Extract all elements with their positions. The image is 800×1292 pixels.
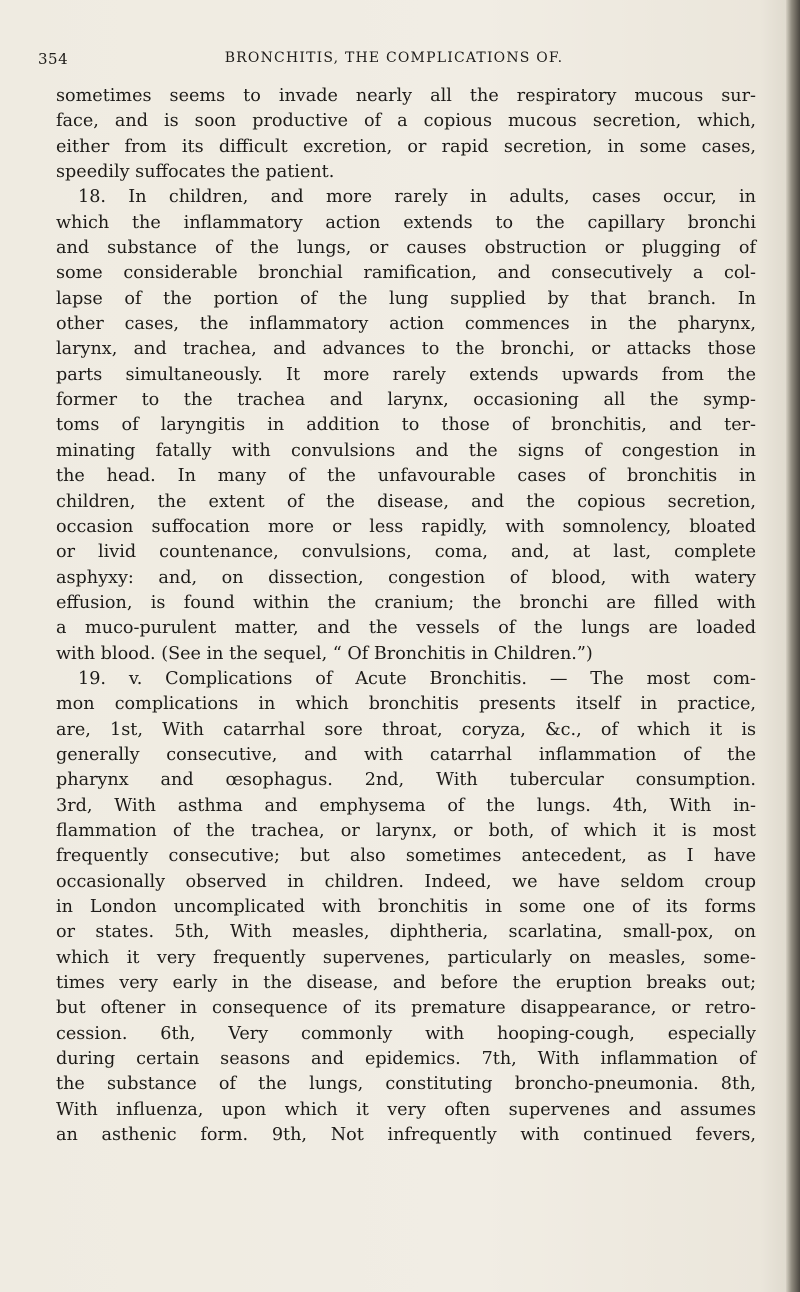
text-line: a muco-purulent matter, and the vessels of the lungs are loaded	[56, 618, 756, 639]
text-line: occasionally observed in children. Indeed, we have seldom croup	[56, 871, 756, 892]
text-line: toms of laryngitis in addition to those of bronchitis, and ter-	[56, 415, 756, 436]
text-line: occasion suffocation more or less rapidly, with somnolency, bloated	[56, 516, 756, 537]
text-line: former to the trachea and larynx, occasioning all the symp-	[56, 390, 756, 411]
text-line: the substance of the lungs, constituting broncho-pneumonia. 8th,	[56, 1074, 756, 1095]
text-line: 18. In children, and more rarely in adults, cases occur, in	[78, 187, 756, 208]
text-line: times very early in the disease, and before the eruption breaks out;	[56, 973, 756, 994]
text-line: with blood. (See in the sequel, “ Of Bronchitis in Children.”)	[56, 643, 593, 664]
text-line: speedily suffocates the patient.	[56, 162, 335, 183]
text-line: either from its difficult excretion, or rapid secretion, in some cases,	[56, 136, 756, 157]
text-line: children, the extent of the disease, and the copious secretion,	[56, 491, 756, 512]
text-line: mon complications in which bronchitis presents itself in practice,	[56, 694, 756, 715]
text-line: during certain seasons and epidemics. 7th, With inflammation of	[56, 1049, 756, 1070]
text-line: effusion, is found within the cranium; the bronchi are filled with	[56, 592, 756, 613]
text-line: sometimes seems to invade nearly all the respiratory mucous sur-	[56, 86, 756, 106]
text-line: pharynx and œsophagus. 2nd, With tubercular consumption.	[56, 770, 756, 791]
text-line: 19. v. Complications of Acute Bronchitis. — The most com-	[78, 668, 756, 689]
text-line: are, 1st, With catarrhal sore throat, coryza, &c., of which it is	[56, 719, 756, 740]
text-line: and substance of the lungs, or causes obstruction or plugging of	[56, 238, 756, 259]
text-line: larynx, and trachea, and advances to the bronchi, or attacks those	[56, 339, 756, 360]
text-line: some considerable bronchial ramification, and consecutively a col-	[56, 263, 756, 284]
text-line: 3rd, With asthma and emphysema of the lungs. 4th, With in-	[56, 795, 756, 816]
text-line: cession. 6th, Very commonly with hooping-cough, especially	[56, 1023, 756, 1044]
text-line: flammation of the trachea, or larynx, or both, of which it is most	[56, 820, 756, 841]
text-line: other cases, the inflammatory action commences in the pharynx,	[56, 314, 756, 335]
paragraph-1	[56, 84, 756, 185]
page-edge-shadow	[786, 0, 800, 1292]
running-head: BRONCHITIS, THE COMPLICATIONS OF.	[224, 50, 564, 66]
text-line: which the inflammatory action extends to the capillary bronchi	[56, 212, 756, 233]
text-line: but oftener in consequence of its premature disappearance, or retro-	[56, 998, 756, 1019]
text-line: which it very frequently supervenes, particularly on measles, some-	[56, 947, 756, 968]
text-line: the head. In many of the unfavourable cases of bronchitis in	[56, 466, 756, 487]
text-line: With influenza, upon which it very often supervenes and assumes	[56, 1099, 756, 1120]
paragraph-19	[56, 667, 756, 1149]
text-line: an asthenic form. 9th, Not infrequently with continued fevers,	[56, 1125, 756, 1146]
page-number: 354	[38, 50, 69, 68]
text-line: frequently consecutive; but also sometimes antecedent, as I have	[56, 846, 756, 867]
page-header	[34, 44, 754, 70]
text-line: minating fatally with convulsions and the signs of congestion in	[56, 440, 756, 461]
text-line: lapse of the portion of the lung supplied by that branch. In	[56, 288, 756, 309]
text-line: parts simultaneously. It more rarely extends upwards from the	[56, 364, 756, 385]
text-line: asphyxy: and, on dissection, congestion of blood, with watery	[56, 567, 756, 588]
paragraph-18	[56, 185, 756, 667]
text-line: face, and is soon productive of a copious mucous secretion, which,	[56, 111, 756, 132]
text-line: generally consecutive, and with catarrhal inflammation of the	[56, 744, 756, 765]
text-line: or states. 5th, With measles, diphtheria, scarlatina, small-pox, on	[56, 922, 756, 943]
text-line: or livid countenance, convulsions, coma, and, at last, complete	[56, 542, 756, 563]
text-line: in London uncomplicated with bronchitis in some one of its forms	[56, 897, 756, 917]
body-text	[56, 84, 756, 1148]
